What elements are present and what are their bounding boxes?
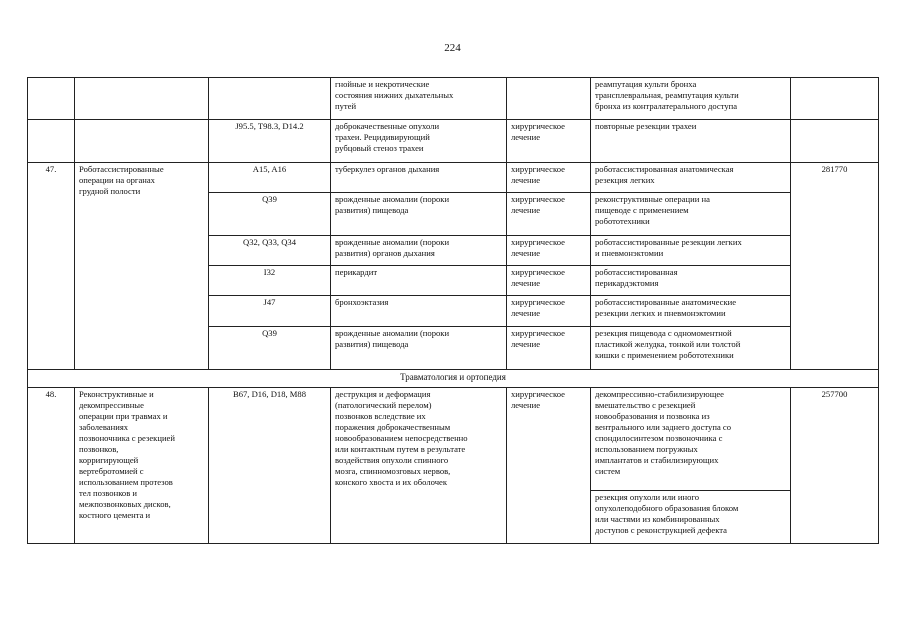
table-cell — [791, 78, 879, 120]
treatment-cell: хирургическое лечение — [507, 193, 591, 236]
price-cell: 281770 — [791, 163, 879, 370]
method-cell: декомпрессивно-стабилизирующее вмешательство с резекцией новообразования и позвонка из вентрального или заднего доступа со спондилосинтезом позвоночника с использованием погружных имплантатов и стабилизирующих систем — [591, 388, 791, 491]
table-row — [28, 388, 879, 491]
method-cell: повторные резекции трахеи — [591, 120, 791, 163]
treatment-cell: хирургическое лечение — [507, 120, 591, 163]
section-heading: Травматология и ортопедия — [28, 370, 879, 388]
table-row — [28, 78, 879, 120]
method-cell: роботассистированные резекции легких и пневмонэктомии — [591, 236, 791, 266]
treatment-cell: хирургическое лечение — [507, 296, 591, 327]
disease-cell: деструкция и деформация (патологический перелом) позвонков вследствие их поражения доброкачественным новообразованием непосредственно или контактным путем в результате воздействия опухоли спинного мозга, спинномозговых нервов, конского хвоста и их оболочек — [331, 388, 507, 544]
page-number: 224 — [444, 42, 461, 54]
method-cell: реампутация культи бронха трансплевральная, реампутация культи бронха из контралатерального доступа — [591, 78, 791, 120]
method-cell: резекция опухоли или иного опухолеподобного образования блоком или частями из комбинированных доступов с реконструкцией дефекта — [591, 491, 791, 544]
table-row — [28, 163, 879, 193]
disease-cell: доброкачественные опухоли трахеи. Рецидивирующий рубцовый стеноз трахеи — [331, 120, 507, 163]
treatment-cell: хирургическое лечение — [507, 236, 591, 266]
table-cell — [209, 78, 331, 120]
codes-cell: J47 — [209, 296, 331, 327]
codes-cell: A15, A16 — [209, 163, 331, 193]
method-cell: роботассистированная анатомическая резекция легких — [591, 163, 791, 193]
method-cell: резекция пищевода с одномоментной пластикой желудка, тонкой или толстой кишки с применением робототехники — [591, 327, 791, 370]
procedure-group-name: Реконструктивные и декомпрессивные операции при травмах и заболеваниях позвоночника с резекцией позвонков, корригирующей вертебротомией с использованием протезов тел позвонков и межпозвонковых дисков, костного цемента и — [75, 388, 209, 544]
disease-cell: врожденные аномалии (пороки развития) органов дыхания — [331, 236, 507, 266]
method-cell: роботассистированные анатомические резекции легких и пневмонэктомии — [591, 296, 791, 327]
codes-cell: J95.5, T98.3, D14.2 — [209, 120, 331, 163]
disease-cell: туберкулез органов дыхания — [331, 163, 507, 193]
treatment-cell: хирургическое лечение — [507, 327, 591, 370]
method-cell: роботассистированная перикардэктомия — [591, 266, 791, 296]
disease-cell: бронхоэктазия — [331, 296, 507, 327]
codes-cell: Q32, Q33, Q34 — [209, 236, 331, 266]
disease-cell: перикардит — [331, 266, 507, 296]
treatment-cell: хирургическое лечение — [507, 388, 591, 544]
disease-cell: врожденные аномалии (пороки развития) пищевода — [331, 327, 507, 370]
codes-cell: Q39 — [209, 193, 331, 236]
price-cell: 257700 — [791, 388, 879, 544]
row-number: 48. — [28, 388, 75, 544]
procedures-table — [27, 77, 879, 544]
table-row — [28, 120, 879, 163]
method-cell: реконструктивные операции на пищеводе с применением робототехники — [591, 193, 791, 236]
table-cell — [28, 78, 75, 120]
procedure-group-name: Роботассистированные операции на органах грудной полости — [75, 163, 209, 370]
table-cell — [28, 120, 75, 163]
disease-cell: врожденные аномалии (пороки развития) пищевода — [331, 193, 507, 236]
table-cell — [75, 78, 209, 120]
table-cell — [75, 120, 209, 163]
treatment-cell: хирургическое лечение — [507, 163, 591, 193]
table-row — [28, 370, 879, 388]
treatment-cell: хирургическое лечение — [507, 266, 591, 296]
table-cell — [507, 78, 591, 120]
row-number: 47. — [28, 163, 75, 370]
table-cell — [791, 120, 879, 163]
codes-cell: Q39 — [209, 327, 331, 370]
codes-cell: I32 — [209, 266, 331, 296]
disease-cell: гнойные и некротические состояния нижних дыхательных путей — [331, 78, 507, 120]
codes-cell: B67, D16, D18, M88 — [209, 388, 331, 544]
